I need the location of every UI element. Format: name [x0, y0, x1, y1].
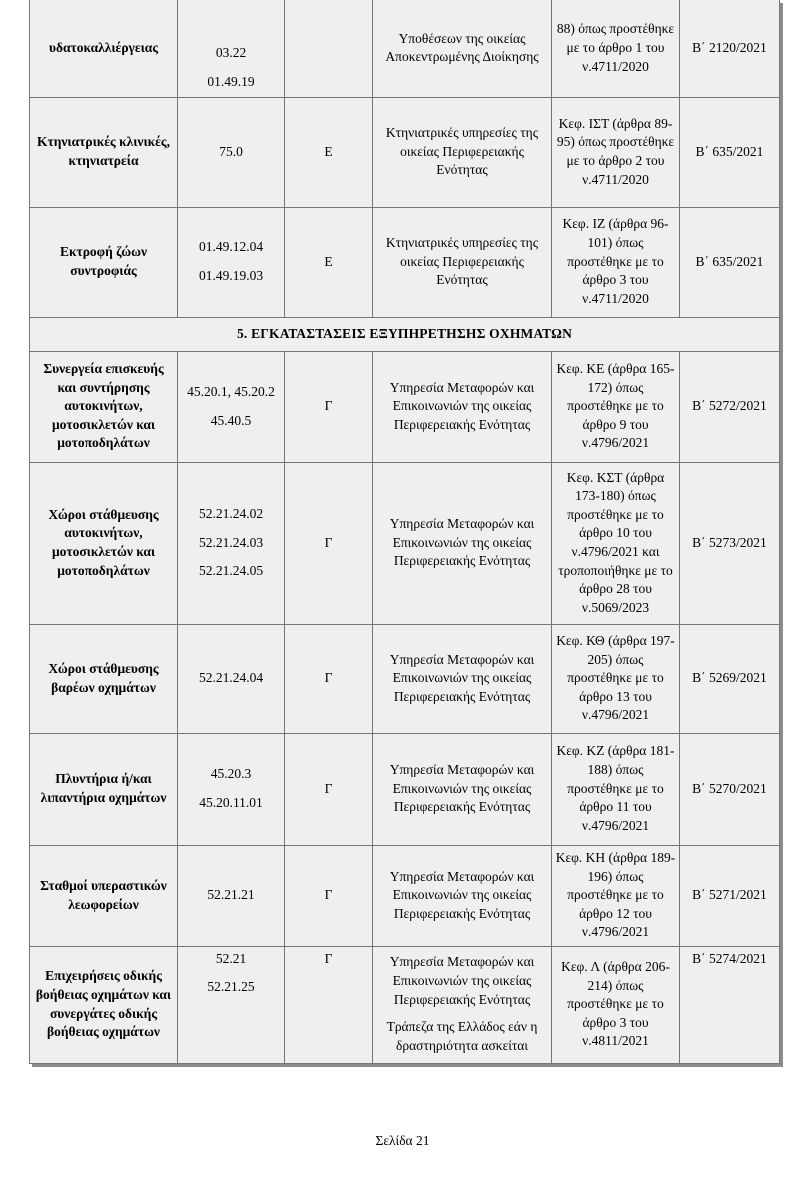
activity-text: Εκτροφή ζώων συντροφιάς: [59, 244, 148, 278]
legal-cell: [552, 97, 680, 207]
code-line: 52.21.24.05: [198, 563, 264, 579]
authority-paragraph: Υποθέσεων της οικείας Αποκεντρωμένης Διοίκησης: [385, 30, 539, 65]
authority-cell: [373, 462, 552, 624]
category-cell: [285, 733, 373, 845]
category-text: Ε: [324, 143, 333, 159]
activity-cell: [30, 624, 178, 733]
code-line: 45.20.1, 45.20.2: [187, 383, 275, 399]
gazette-text: Β΄ 2120/2021: [692, 39, 767, 55]
licensing-table: [29, 0, 780, 1064]
legal-cell: [552, 351, 680, 462]
authority-cell: [373, 0, 552, 97]
activity-text: Σταθμοί υπεραστικών λεωφορείων: [40, 877, 167, 912]
legal-text: Κεφ. ΚΕ (άρθρα 165-172) όπως προστέθηκε με το άρθρο 9 του ν.4796/2021: [556, 360, 675, 451]
code-line: 52.21.24.02: [198, 506, 264, 522]
table-row: [30, 733, 780, 845]
category-cell: [285, 946, 373, 1063]
table-row: [30, 624, 780, 733]
category-text: Γ: [324, 534, 333, 550]
codes-cell: [178, 624, 285, 733]
codes-cell: [178, 845, 285, 946]
legal-cell: [552, 207, 680, 317]
authority-paragraph: Υπηρεσία Μεταφορών και Επικοινωνιών της οικείας Περιφερειακής Ενότητας: [389, 762, 535, 815]
activity-text: Συνεργεία επισκευής και συντήρησης αυτοκινήτων, μοτοσικλετών και μοτοποδηλάτων: [43, 360, 164, 451]
codes-cell: [178, 462, 285, 624]
activity-cell: [30, 845, 178, 946]
code-line: 75.0: [219, 143, 243, 159]
activity-cell: [30, 462, 178, 624]
legal-text: Κεφ. ΚΗ (άρθρα 189-196) όπως προστέθηκε με το άρθρο 12 του ν.4796/2021: [555, 849, 676, 940]
category-text: Γ: [324, 398, 333, 414]
activity-text: Πλυντήρια ή/και λιπαντήρια οχημάτων: [40, 771, 167, 805]
category-cell: [285, 351, 373, 462]
gazette-cell: [680, 624, 780, 733]
activity-cell: [30, 733, 178, 845]
category-cell: [285, 0, 373, 97]
gazette-text: Β΄ 5270/2021: [692, 780, 767, 796]
category-text: Γ: [324, 950, 333, 966]
table-row: [30, 0, 780, 97]
category-text: Γ: [324, 887, 333, 903]
code-line: 52.21.25: [207, 979, 255, 995]
table-row: [30, 351, 780, 462]
gazette-text: Β΄ 5272/2021: [692, 398, 767, 414]
codes-cell: [178, 97, 285, 207]
code-line: 01.49.19: [207, 73, 255, 89]
codes-cell: [178, 733, 285, 845]
codes-cell: [178, 0, 285, 97]
legal-cell: [552, 462, 680, 624]
authority-cell: [373, 733, 552, 845]
code-line: 52.21.24.03: [198, 534, 264, 550]
legal-text: 88) όπως προστέθηκε με το άρθρο 1 του ν.4711/2020: [556, 21, 675, 74]
code-line: 52.21.21: [207, 887, 255, 903]
gazette-text: Β΄ 635/2021: [695, 143, 764, 159]
category-cell: [285, 207, 373, 317]
authority-cell: [373, 207, 552, 317]
legal-cell: [552, 946, 680, 1063]
gazette-text: Β΄ 5274/2021: [692, 950, 767, 966]
authority-cell: [373, 624, 552, 733]
activity-cell: [30, 351, 178, 462]
authority-cell: [373, 351, 552, 462]
category-cell: [285, 624, 373, 733]
legal-cell: [552, 0, 680, 97]
authority-paragraph: Υπηρεσία Μεταφορών και Επικοινωνιών της οικείας Περιφερειακής Ενότητας: [389, 379, 535, 432]
legal-cell: [552, 733, 680, 845]
authority-paragraph: Υπηρεσία Μεταφορών και Επικοινωνιών της οικείας Περιφερειακής Ενότητας: [389, 516, 535, 569]
codes-cell: [178, 207, 285, 317]
legal-cell: [552, 845, 680, 946]
code-line: 52.21: [215, 950, 247, 966]
gazette-text: Β΄ 5273/2021: [692, 534, 767, 550]
code-line: 03.22: [215, 45, 247, 61]
table-row: [30, 845, 780, 946]
licensing-table-body: [30, 0, 780, 1063]
activity-text: Κτηνιατρικές κλινικές, κτηνιατρεία: [37, 134, 170, 168]
gazette-cell: [680, 733, 780, 845]
activity-text: Χώροι στάθμευσης βαρέων οχημάτων: [48, 660, 159, 695]
table-row: [30, 946, 780, 1063]
authority-paragraph: Υπηρεσία Μεταφορών και Επικοινωνιών της οικείας Περιφερειακής Ενότητας: [389, 868, 535, 921]
legal-text: Κεφ. ΚΘ (άρθρα 197-205) όπως προστέθηκε με το άρθρο 13 του ν.4796/2021: [556, 632, 675, 723]
gazette-cell: [680, 97, 780, 207]
legal-text: Κεφ. Λ (άρθρα 206-214) όπως προστέθηκε με το άρθρο 3 του ν.4811/2021: [561, 958, 670, 1049]
gazette-cell: [680, 351, 780, 462]
authority-cell: [373, 946, 552, 1063]
codes-cell: [178, 946, 285, 1063]
authority-paragraph: Υπηρεσία Μεταφορών και Επικοινωνιών της οικείας Περιφερειακής Ενότητας: [389, 651, 535, 704]
codes-cell: [178, 351, 285, 462]
category-cell: [285, 462, 373, 624]
authority-paragraph: Υπηρεσία Μεταφορών και Επικοινωνιών της οικείας Περιφερειακής Ενότητας: [389, 954, 535, 1007]
category-cell: [285, 97, 373, 207]
activity-cell: [30, 97, 178, 207]
code-line: 45.40.5: [210, 412, 252, 428]
activity-text: υδατοκαλλιέργειας: [48, 39, 159, 55]
legal-text: Κεφ. ΙΖ (άρθρα 96-101) όπως προστέθηκε με το άρθρο 3 του ν.4711/2020: [562, 216, 669, 306]
table-row: [30, 97, 780, 207]
gazette-cell: [680, 0, 780, 97]
legal-cell: [552, 624, 680, 733]
activity-cell: [30, 207, 178, 317]
gazette-cell: [680, 845, 780, 946]
category-text: Ε: [324, 253, 333, 269]
gazette-cell: [680, 207, 780, 317]
legal-text: Κεφ. ΚΖ (άρθρα 181-188) όπως προστέθηκε με το άρθρο 11 του ν.4796/2021: [556, 743, 675, 833]
gazette-text: Β΄ 5269/2021: [692, 670, 767, 686]
activity-cell: [30, 946, 178, 1063]
authority-paragraph: Τράπεζα της Ελλάδος εάν η δραστηριότητα ασκείται: [386, 1019, 538, 1053]
code-line: 45.20.3: [210, 766, 252, 782]
legal-text: Κεφ. ΙΣΤ (άρθρα 89-95) όπως προστέθηκε με το άρθρο 2 του ν.4711/2020: [556, 115, 675, 187]
activity-text: Χώροι στάθμευσης αυτοκινήτων, μοτοσικλετών και μοτοποδηλάτων: [48, 506, 159, 578]
authority-paragraph: Κτηνιατρικές υπηρεσίες της οικείας Περιφερειακής Ενότητας: [385, 125, 539, 178]
authority-cell: [373, 97, 552, 207]
activity-cell: [30, 0, 178, 97]
section-header-cell: 5. ΕΓΚΑΤΑΣΤΑΣΕΙΣ ΕΞΥΠΗΡΕΤΗΣΗΣ ΟΧΗΜΑΤΩΝ: [30, 317, 780, 351]
authority-paragraph: Κτηνιατρικές υπηρεσίες της οικείας Περιφερειακής Ενότητας: [385, 235, 539, 288]
code-line: 52.21.24.04: [198, 670, 264, 686]
category-text: Γ: [324, 780, 333, 796]
table-row: [30, 462, 780, 624]
gazette-text: Β΄ 5271/2021: [692, 887, 767, 903]
table-row: [30, 207, 780, 317]
category-text: Γ: [324, 670, 333, 686]
legal-text: Κεφ. ΚΣΤ (άρθρα 173-180) όπως προστέθηκε με το άρθρο 10 του ν.4796/2021 και τροποποιήθηκε με το άρθρο 28 του ν.5069/2023: [558, 469, 673, 615]
category-cell: [285, 845, 373, 946]
activity-text: Επιχειρήσεις οδικής βοήθειας οχημάτων και συνεργάτες οδικής βοήθειας οχημάτων: [35, 968, 172, 1040]
code-line: 01.49.12.04: [198, 239, 264, 255]
code-line: 01.49.19.03: [198, 268, 264, 283]
gazette-text: Β΄ 635/2021: [695, 253, 764, 269]
code-line: 45.20.11.01: [199, 795, 263, 810]
gazette-cell: [680, 462, 780, 624]
authority-cell: [373, 845, 552, 946]
section-header-row: [30, 317, 780, 351]
gazette-cell: [680, 946, 780, 1063]
page-number: Σελίδα 21: [375, 1133, 430, 1148]
